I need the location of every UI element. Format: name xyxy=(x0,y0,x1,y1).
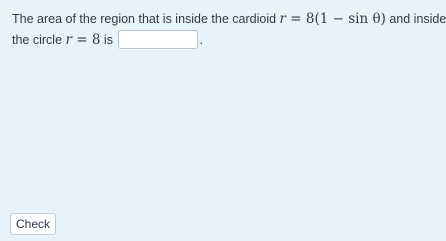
cardioid-variable: r xyxy=(279,11,286,27)
question-suffix: and inside xyxy=(385,12,446,26)
question-prefix: The area of the region that is inside the cardioid xyxy=(12,12,280,26)
answer-input[interactable] xyxy=(118,30,198,49)
sentence-period: . xyxy=(199,33,203,47)
circle-expression: = 8 xyxy=(71,32,101,48)
cardioid-equation xyxy=(280,11,386,27)
circle-equation xyxy=(66,32,101,48)
question-line-2 xyxy=(12,30,347,51)
circle-prefix: the circle xyxy=(12,33,66,47)
question-text xyxy=(12,9,446,51)
question-line-1 xyxy=(12,9,446,30)
check-button[interactable]: Check xyxy=(10,213,56,235)
cardioid-expression: = 8(1 − sin θ) xyxy=(286,11,386,27)
circle-variable: r xyxy=(65,32,72,48)
is-label: is xyxy=(100,33,113,47)
